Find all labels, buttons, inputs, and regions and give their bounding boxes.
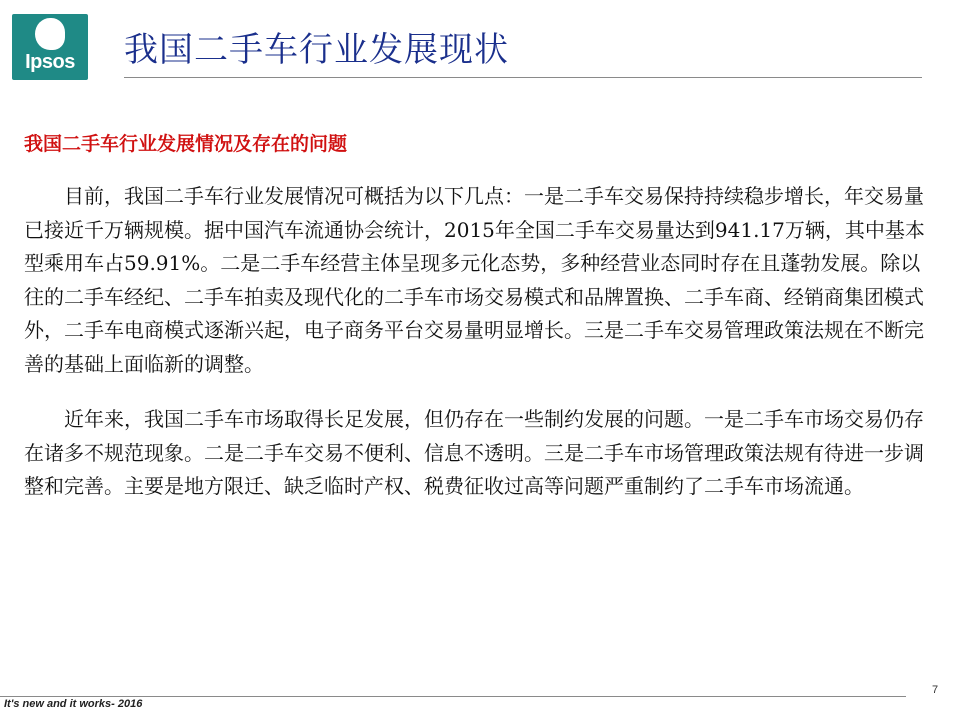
footer-divider: [0, 696, 906, 697]
title-divider: [124, 77, 922, 78]
section-subtitle: 我国二手车行业发展情况及存在的问题: [24, 133, 348, 155]
logo-text: Ipsos: [25, 51, 75, 73]
paragraph-1: 目前，我国二手车行业发展情况可概括为以下几点：一是二手车交易保持持续稳步增长，年交易量已接近千万辆规模。据中国汽车流通协会统计，2015年全国二手车交易量达到941.17万辆，其中基本型乘用车占59.91%。二是二手车经营主体呈现多元化态势，多种经营业态同时存在且蓬勃发展。除以往的二手车经纪、二手车拍卖及现代化的二手车市场交易模式和品牌置换、二手车商、经销商集团模式外，二手车电商模式逐渐兴起，电子商务平台交易量明显增长。三是二手车交易管理政策法规在不断完善的基础上面临新的调整。: [24, 184, 925, 376]
body-text: [24, 180, 938, 504]
slide-title: 我国二手车行业发展现状: [124, 30, 509, 70]
ipsos-logo: [12, 14, 88, 80]
page-number: 7: [932, 684, 939, 696]
footer-text: It's new and it works- 2016: [4, 698, 143, 710]
paragraph-2: 近年来，我国二手车市场取得长足发展，但仍存在一些制约发展的问题。一是二手车市场交易仍存在诸多不规范现象。二是二手车交易不便利、信息不透明。三是二手车市场管理政策法规有待进一步调整和完善。主要是地方限迁、缺乏临时产权、税费征收过高等问题严重制约了二手车市场流通。: [24, 407, 924, 498]
logo-head-icon: [35, 18, 65, 50]
